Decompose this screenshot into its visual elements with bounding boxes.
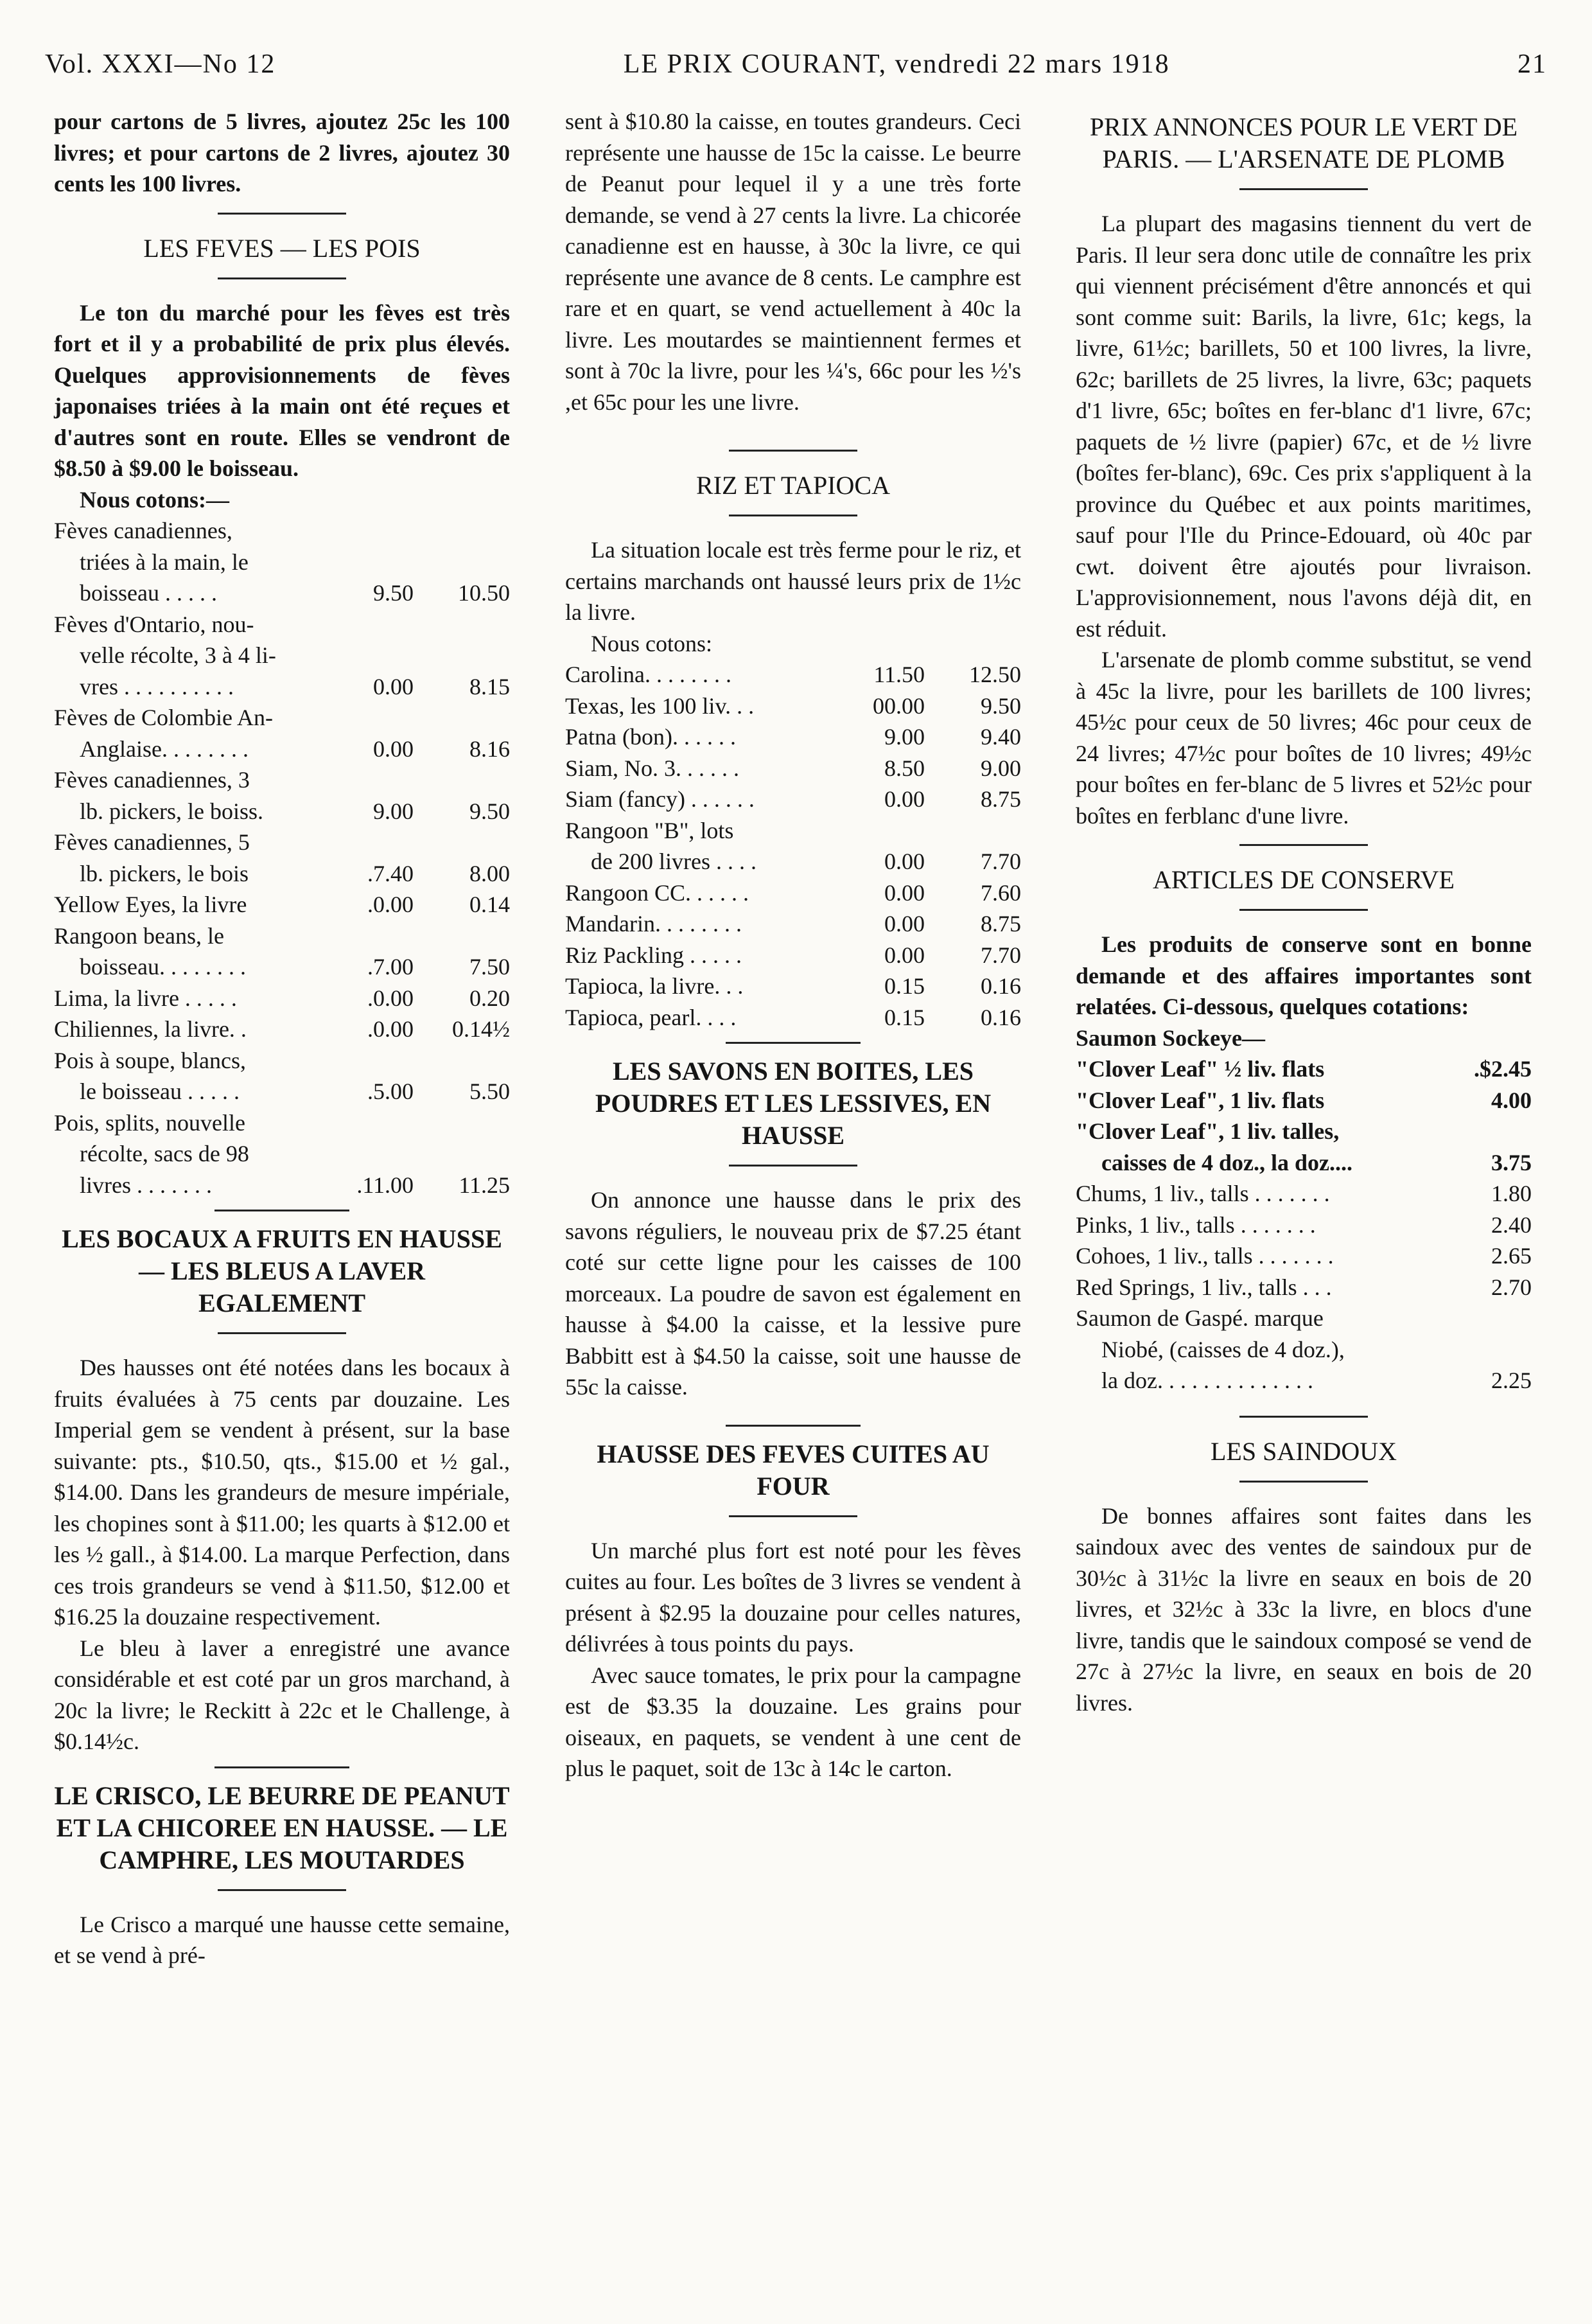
- divider: [218, 213, 346, 215]
- item-name: Chiliennes, la livre. .: [54, 1016, 247, 1042]
- price-low: .7.40: [367, 860, 414, 886]
- table-row: [1076, 1053, 1532, 1085]
- price-low: 9.00: [884, 724, 925, 750]
- item-name: caisses de 4 doz., la doz....: [1101, 1149, 1352, 1175]
- table-row: [1076, 1147, 1532, 1179]
- price: 2.25: [1491, 1368, 1532, 1393]
- conserve-paragraph: Les produits de conserve sont en bonne demande et des affaires importantes sont relatées. Ci-dessous, quelques cotations:: [1076, 931, 1532, 1019]
- price-low: 0.00: [373, 673, 414, 700]
- price-low: .7.00: [367, 954, 414, 980]
- feves-cuites-paragraph: Un marché plus fort est noté pour les fèves cuites au four. Les boîtes de 3 livres se vendent à présent à $2.95 la douzaine pour celles natures, délivrées à tous points du pays.: [565, 1537, 1021, 1657]
- item-name: lb. pickers, le boiss.: [80, 798, 263, 824]
- table-row: [565, 691, 1021, 722]
- price-high: 8.15: [469, 673, 510, 700]
- table-row-label: Fèves canadiennes,: [54, 518, 232, 543]
- column-3: [1076, 106, 1532, 1718]
- table-row: [54, 734, 510, 765]
- table-row: [54, 671, 510, 703]
- table-row-label: triées à la main, le: [80, 549, 249, 575]
- price-low: 8.50: [884, 755, 925, 781]
- price-low: 0.00: [884, 879, 925, 906]
- price-high: 9.50: [981, 692, 1021, 719]
- column-2: [565, 106, 1021, 1784]
- table-row-label: Rangoon beans, le: [54, 922, 224, 949]
- item-name: Cohoes, 1 liv., talls . . . . . . .: [1076, 1243, 1334, 1269]
- price-high: 0.16: [981, 973, 1021, 999]
- price-high: 0.20: [469, 985, 510, 1011]
- table-row: [1076, 1178, 1532, 1210]
- divider: [1239, 1481, 1368, 1483]
- item-name: boisseau . . . . .: [80, 580, 217, 606]
- divider: [218, 1332, 346, 1334]
- item-name: Siam, No. 3. . . . . .: [565, 755, 740, 781]
- divider: [729, 1515, 857, 1517]
- price: 3.75: [1491, 1149, 1532, 1175]
- item-name: "Clover Leaf", 1 liv. flats: [1076, 1087, 1325, 1113]
- crisco-paragraph: Le Crisco a marqué une hausse cette semaine, et se vend à pré-: [54, 1911, 510, 1968]
- table-row-label: Pois, splits, nouvelle: [54, 1109, 246, 1136]
- item-name: la doz. . . . . . . . . . . . . .: [1101, 1368, 1313, 1393]
- table-row: [565, 753, 1021, 784]
- feves-paragraph: Le ton du marché pour les fèves est très fort et il y a probabilité de prix plus élevés. Quelques approvisionnements de fèves japonaises triées à la main ont été reçues et d'autres sont en route. Elles se vendront de $8.50 à $9.00 le boisseau.: [54, 299, 510, 481]
- table-row-label: velle récolte, 3 à 4 li-: [80, 642, 276, 668]
- divider: [218, 277, 346, 279]
- price-low: 9.00: [373, 798, 414, 824]
- table-row: [54, 889, 510, 920]
- price-high: 7.70: [981, 849, 1021, 874]
- table-row: [565, 971, 1021, 1002]
- price: 1.80: [1491, 1181, 1532, 1206]
- item-name: vres . . . . . . . . . .: [80, 673, 234, 700]
- price-low: 0.15: [884, 973, 925, 999]
- table-row: [54, 1076, 510, 1107]
- riz-heading: RIZ ET TAPIOCA: [696, 471, 890, 500]
- table-row: [565, 846, 1021, 877]
- price: 2.70: [1491, 1274, 1532, 1300]
- item-name: livres . . . . . . .: [80, 1172, 212, 1198]
- table-row-label: Fèves canadiennes, 5: [54, 829, 250, 855]
- price-low: 0.00: [884, 786, 925, 812]
- table-row-label: Saumon de Gaspé. marque: [1076, 1305, 1324, 1331]
- savons-paragraph: On annonce une hausse dans le prix des savons réguliers, le nouveau prix de $7.25 étant coté sur cette ligne pour les caisses de 100 morceaux. La poudre de savon est également en hausse à $4.00 la caisse, et la lessive pure Babbitt est à $4.50 la caisse, soit une hausse de 55c la caisse.: [565, 1187, 1021, 1400]
- table-row: [565, 908, 1021, 940]
- divider: [726, 1042, 861, 1044]
- table-row: [1076, 1085, 1532, 1116]
- divider: [729, 450, 857, 452]
- table-row: [54, 577, 510, 609]
- price-high: 8.75: [981, 786, 1021, 812]
- price-low: .0.00: [367, 985, 414, 1011]
- price-low: 00.00: [873, 692, 925, 719]
- price-low: 9.50: [373, 580, 414, 606]
- price: 4.00: [1491, 1087, 1532, 1113]
- divider: [1239, 1416, 1368, 1418]
- price-high: 0.14½: [452, 1016, 510, 1042]
- price-low: 0.00: [884, 911, 925, 937]
- saumon-heading: Saumon Sockeye—: [1076, 1025, 1266, 1051]
- price: .$2.45: [1474, 1056, 1532, 1082]
- table-row: [565, 784, 1021, 815]
- table-row: [565, 1002, 1021, 1034]
- nous-cotons-label: Nous cotons:—: [80, 486, 230, 513]
- crisco-heading: LE CRISCO, LE BEURRE DE PEANUT ET LA CHICOREE EN HAUSSE. — LE CAMPHRE, LES MOUTARDES: [54, 1781, 510, 1874]
- table-row-label: Niobé, (caisses de 4 doz.),: [1101, 1336, 1345, 1362]
- tomates-paragraph: Avec sauce tomates, le prix pour la campagne est de $3.35 la douzaine. Les grains pour oiseaux, en paquets, se vendent à une cent de plus le paquet, soit de 13c à 14c le carton.: [565, 1662, 1021, 1781]
- divider: [729, 1165, 857, 1166]
- price-low: .0.00: [367, 1016, 414, 1042]
- table-row: [54, 1014, 510, 1045]
- table-row: [565, 877, 1021, 909]
- table-row-label: Rangoon "B", lots: [565, 817, 734, 843]
- item-name: Mandarin. . . . . . . .: [565, 911, 742, 937]
- table-row-label: Pois à soupe, blancs,: [54, 1047, 246, 1073]
- divider: [214, 1766, 349, 1768]
- table-row-label: Fèves de Colombie An-: [54, 705, 273, 730]
- price-high: 7.50: [469, 954, 510, 980]
- item-name: Tapioca, la livre. . .: [565, 973, 744, 999]
- price-high: 0.16: [981, 1004, 1021, 1030]
- table-row: [1076, 1210, 1532, 1241]
- item-name: Red Springs, 1 liv., talls . . .: [1076, 1274, 1332, 1300]
- item-name: Carolina. . . . . . . .: [565, 662, 731, 687]
- price-high: 8.75: [981, 911, 1021, 937]
- divider: [1239, 188, 1368, 190]
- item-name: boisseau. . . . . . . .: [80, 954, 246, 980]
- conserve-heading: ARTICLES DE CONSERVE: [1153, 865, 1455, 894]
- bocaux-paragraph: Des hausses ont été notées dans les bocaux à fruits évaluées à 75 cents par douzaine. Les Imperial gem se vendent à présent, sur la base suivante: pts., $10.50, qts., $15.00 et ½ gal., $14.00. Dans les grandeurs de mesure impériale, les chopines sont à $11.00; les quarts à $12.00 et les ½ gall., à $14.00. La marque Perfection, dans ces trois grandeurs se vend à $11.50, $12.00 et $16.25 la douzaine respectivement.: [54, 1355, 510, 1630]
- table-row: [54, 983, 510, 1014]
- table-row-label: Fèves canadiennes, 3: [54, 767, 250, 793]
- vert-paragraph: La plupart des magasins tiennent du vert de Paris. Il leur sera donc utile de connaître les prix qui viennent précisément d'être annoncés et qui sont comme suit: Barils, la livre, 61c; kegs, la livre, 61½c; barillets, 50 et 100 livres, la livre, 62c; barillets de 25 livres, la livre, 63c; paquets d'1 livre, 65c; boîtes en fer-blanc d'1 livre, 67c; paquets de ½ livre (papier) 67c, et de ½ livre (boîtes fer-blanc), 69c. Ces prix s'appliquent à la province du Québec et aux points maritimes, sauf pour l'Ile du Prince-Edouard, où 40c par cwt. doivent être ajoutés pour livraison. L'approvisionnement, nous l'avons déjà dit, en est réduit.: [1076, 211, 1532, 642]
- publication-title: LE PRIX COURANT, vendredi 22 mars 1918: [623, 49, 1170, 79]
- bleu-paragraph: Le bleu à laver a enregistré une avance considérable et est coté par un gros marchand, à 20c la livre; le Reckitt à 22c et le Challenge, à $0.14½c.: [54, 1635, 510, 1754]
- item-name: Texas, les 100 liv. . .: [565, 692, 755, 719]
- item-name: le boisseau . . . . .: [80, 1078, 240, 1104]
- price-high: 9.40: [981, 724, 1021, 750]
- saindoux-paragraph: De bonnes affaires sont faites dans les saindoux avec des ventes de saindoux pur de 30½c à 31½c la livre en seaux en bois de 20 livres, et 32½c à 33c la livre, en blocs d'une livre, tandis que le saindoux composé se vend de 27c à 27½c la livre, en seaux en bois de 20 livres.: [1076, 1502, 1532, 1716]
- item-name: Riz Packling . . . . .: [565, 942, 742, 968]
- item-name: Tapioca, pearl. . . .: [565, 1004, 737, 1030]
- price-high: 7.70: [981, 942, 1021, 968]
- page-header: [45, 45, 1547, 84]
- column-1: [54, 106, 510, 1971]
- table-row-label: Fèves d'Ontario, nou-: [54, 611, 254, 637]
- item-name: Patna (bon). . . . . .: [565, 724, 736, 750]
- page-number: 21: [1517, 49, 1547, 79]
- divider: [726, 1425, 861, 1427]
- price-high: 9.50: [469, 798, 510, 824]
- item-name: "Clover Leaf" ½ liv. flats: [1076, 1056, 1325, 1082]
- table-row: [54, 951, 510, 983]
- price-low: .11.00: [356, 1172, 414, 1198]
- price-high: 10.50: [458, 580, 510, 606]
- vert-heading: PRIX ANNONCES POUR LE VERT DE PARIS. — L'ARSENATE DE PLOMB: [1089, 112, 1518, 173]
- price-high: 9.00: [981, 755, 1021, 781]
- crisco-continued: sent à $10.80 la caisse, en toutes grandeurs. Ceci représente une hausse de 15c la caisse. Le beurre de Peanut pour lequel il y a une très forte demande, se vend à 27 cents la livre. La chicorée canadienne est en hausse, à 30c la livre, ce qui représente une avance de 8 cents. Le camphre est rare et en quart, se vend actuellement à 40c la livre. Les moutardes se maintiennent fermes et sont à 70c la livre, pour les ¼'s, 66c pour les ½'s ,et 65c pour les une livre.: [565, 109, 1021, 415]
- table-row: [565, 721, 1021, 753]
- price-low: 11.50: [873, 662, 925, 687]
- table-row: [54, 796, 510, 827]
- price-high: 7.60: [981, 879, 1021, 906]
- price-high: 12.50: [969, 662, 1021, 687]
- riz-paragraph: La situation locale est très ferme pour le riz, et certains marchands ont haussé leurs prix de 1½c la livre.: [565, 537, 1021, 625]
- item-name: Lima, la livre . . . . .: [54, 985, 237, 1011]
- table-row: [565, 659, 1021, 691]
- nous-cotons-label: Nous cotons:: [591, 630, 712, 656]
- item-name: Siam (fancy) . . . . . .: [565, 786, 755, 812]
- item-name: Rangoon CC. . . . . .: [565, 879, 749, 906]
- savons-heading: LES SAVONS EN BOITES, LES POUDRES ET LES LESSIVES, EN HAUSSE: [595, 1057, 992, 1150]
- divider: [1239, 844, 1368, 846]
- divider: [1239, 909, 1368, 911]
- table-row-label: "Clover Leaf", 1 liv. talles,: [1076, 1118, 1340, 1144]
- price-low: 0.00: [884, 942, 925, 968]
- divider: [214, 1210, 349, 1211]
- price: 2.40: [1491, 1211, 1532, 1238]
- riz-price-table: [565, 659, 1021, 1033]
- item-name: lb. pickers, le bois: [80, 860, 249, 886]
- price-low: 0.15: [884, 1004, 925, 1030]
- feves-price-table: [54, 515, 510, 1201]
- price: 2.65: [1491, 1243, 1532, 1269]
- divider: [729, 515, 857, 516]
- divider: [218, 1889, 346, 1891]
- item-name: de 200 livres . . . .: [591, 849, 757, 874]
- arsenate-paragraph: L'arsenate de plomb comme substitut, se vend à 45c la livre, pour les barillets de 100 livres; 45½c pour ceux de 50 livres; 46c pour ceux de 24 livres; 47½c pour boîtes de 10 livres; 49½c pour boîtes en fer-blanc de 5 livres et 52½c pour boîtes en ferblanc d'une livre.: [1076, 647, 1532, 829]
- feves-heading: LES FEVES — LES POIS: [143, 233, 421, 263]
- table-row: [1076, 1365, 1532, 1396]
- item-name: Yellow Eyes, la livre: [54, 892, 247, 917]
- price-high: 5.50: [469, 1078, 510, 1104]
- table-row: [1076, 1240, 1532, 1272]
- table-row: [54, 858, 510, 890]
- price-high: 11.25: [459, 1172, 510, 1198]
- table-row: [1076, 1272, 1532, 1303]
- price-low: 0.00: [373, 735, 414, 762]
- price-high: 0.14: [469, 892, 510, 917]
- price-low: 0.00: [884, 849, 925, 874]
- price-low: .0.00: [367, 892, 414, 917]
- price-low: .5.00: [367, 1078, 414, 1104]
- intro-paragraph: pour cartons de 5 livres, ajoutez 25c les 100 livres; et pour cartons de 2 livres, ajoutez 30 cents les 100 livres.: [54, 109, 510, 197]
- item-name: Anglaise. . . . . . . .: [80, 735, 249, 762]
- saindoux-heading: LES SAINDOUX: [1211, 1436, 1397, 1466]
- item-name: Chums, 1 liv., talls . . . . . . .: [1076, 1181, 1330, 1206]
- saumon-price-table: [1076, 1053, 1532, 1396]
- feves-cuites-heading: HAUSSE DES FEVES CUITES AU FOUR: [597, 1439, 990, 1501]
- price-high: 8.16: [469, 735, 510, 762]
- item-name: Pinks, 1 liv., talls . . . . . . .: [1076, 1211, 1316, 1238]
- table-row-label: récolte, sacs de 98: [80, 1141, 249, 1166]
- table-row: [54, 1170, 510, 1201]
- volume-number: Vol. XXXI—No 12: [45, 49, 276, 79]
- table-row: [565, 940, 1021, 971]
- price-high: 8.00: [469, 860, 510, 886]
- bocaux-heading: LES BOCAUX A FRUITS EN HAUSSE — LES BLEUS A LAVER EGALEMENT: [62, 1224, 502, 1317]
